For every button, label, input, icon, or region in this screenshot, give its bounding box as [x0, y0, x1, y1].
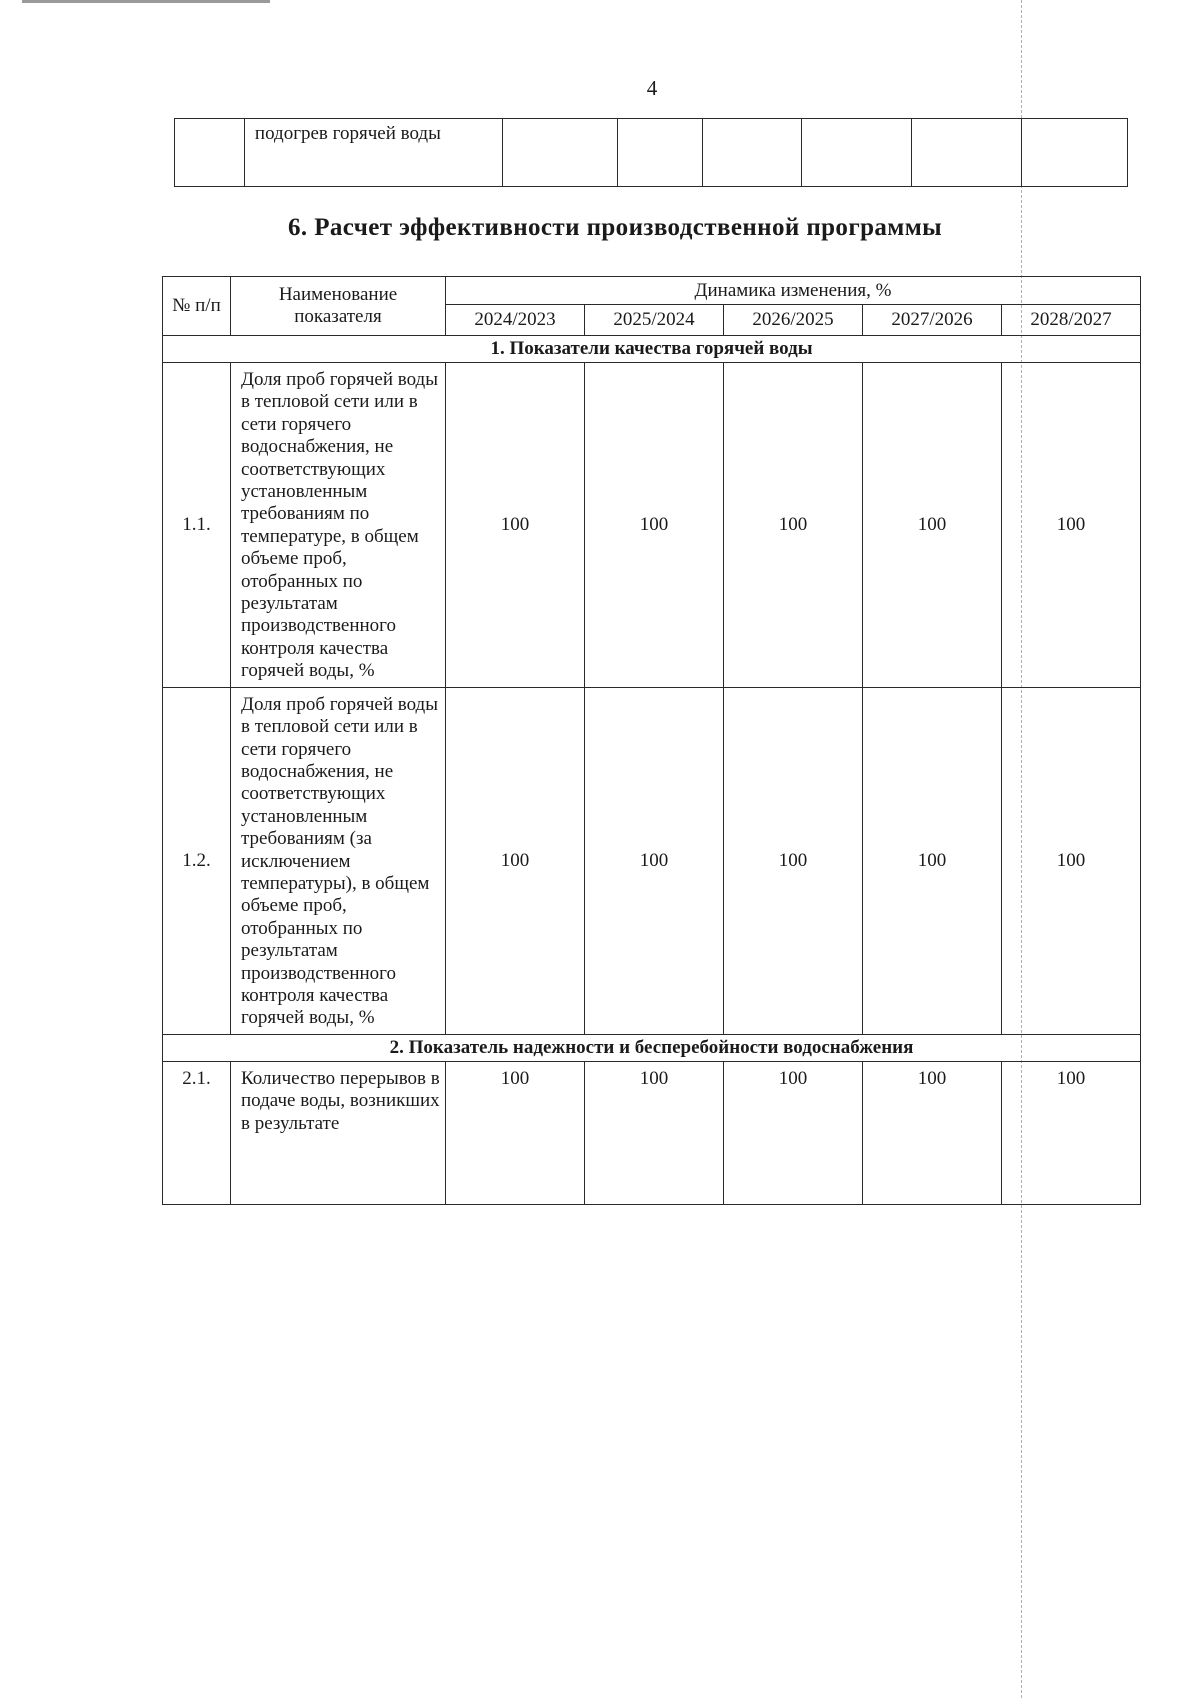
table-cell: [703, 119, 802, 187]
row-value: 100: [724, 687, 863, 1034]
row-indicator-name: Количество перерывов в подаче воды, возникших в результате: [231, 1061, 446, 1204]
header-num: № п/п: [163, 277, 231, 336]
section-heading: 6. Расчет эффективности производственной программы: [288, 214, 943, 241]
table-cell-num: [175, 119, 245, 187]
row-value: 100: [1002, 1061, 1141, 1204]
row-indicator-name: Доля проб горячей воды в тепловой сети или в сети горячего водоснабжения, не соответствующих установленным требованиям (за исключением температуры), в общем объеме проб, отобранных по результатам производственного контроля качества горячей воды, %: [231, 687, 446, 1034]
row-value: 100: [863, 1061, 1002, 1204]
table-row: [175, 119, 1128, 187]
row-value: 100: [585, 687, 724, 1034]
table-cell-name: подогрев горячей воды: [244, 119, 502, 187]
row-number: 1.1.: [163, 363, 231, 688]
table-row: [163, 687, 1141, 1034]
header-period: 2028/2027: [1002, 305, 1141, 336]
table-cell: [1022, 119, 1128, 187]
table-cell: [802, 119, 912, 187]
table-row: [163, 363, 1141, 688]
row-value: 100: [446, 1061, 585, 1204]
row-value: 100: [863, 687, 1002, 1034]
row-number: 2.1.: [163, 1061, 231, 1204]
row-value: 100: [446, 687, 585, 1034]
row-value: 100: [863, 363, 1002, 688]
row-value: 100: [585, 363, 724, 688]
table-cell: [617, 119, 703, 187]
table-section-row: [163, 1034, 1141, 1061]
row-indicator-name: Доля проб горячей воды в тепловой сети или в сети горячего водоснабжения, не соответствующих установленным требованиям по температуре, в общем объеме проб, отобранных по результатам производственного контроля качества горячей воды, %: [231, 363, 446, 688]
section-title-quality: 1. Показатели качества горячей воды: [163, 336, 1141, 363]
header-name: Наименование показателя: [231, 277, 446, 336]
header-period: 2027/2026: [863, 305, 1002, 336]
row-value: 100: [446, 363, 585, 688]
page-number: 4: [646, 76, 658, 100]
row-number: 1.2.: [163, 687, 231, 1034]
row-value: 100: [1002, 687, 1141, 1034]
section-title-reliability: 2. Показатель надежности и бесперебойности водоснабжения: [163, 1034, 1141, 1061]
table-header-row: [163, 277, 1141, 305]
previous-table-continuation: [174, 118, 1128, 187]
efficiency-table: [162, 276, 1141, 1205]
header-period: 2026/2025: [724, 305, 863, 336]
header-period: 2025/2024: [585, 305, 724, 336]
row-value: 100: [724, 363, 863, 688]
row-value: 100: [1002, 363, 1141, 688]
header-period: 2024/2023: [446, 305, 585, 336]
table-row: [163, 1061, 1141, 1204]
row-value: 100: [724, 1061, 863, 1204]
table-cell: [912, 119, 1022, 187]
header-dynamics: Динамика изменения, %: [446, 277, 1141, 305]
scan-edge-mark: [22, 0, 270, 3]
table-cell: [502, 119, 617, 187]
row-value: 100: [585, 1061, 724, 1204]
table-section-row: [163, 336, 1141, 363]
